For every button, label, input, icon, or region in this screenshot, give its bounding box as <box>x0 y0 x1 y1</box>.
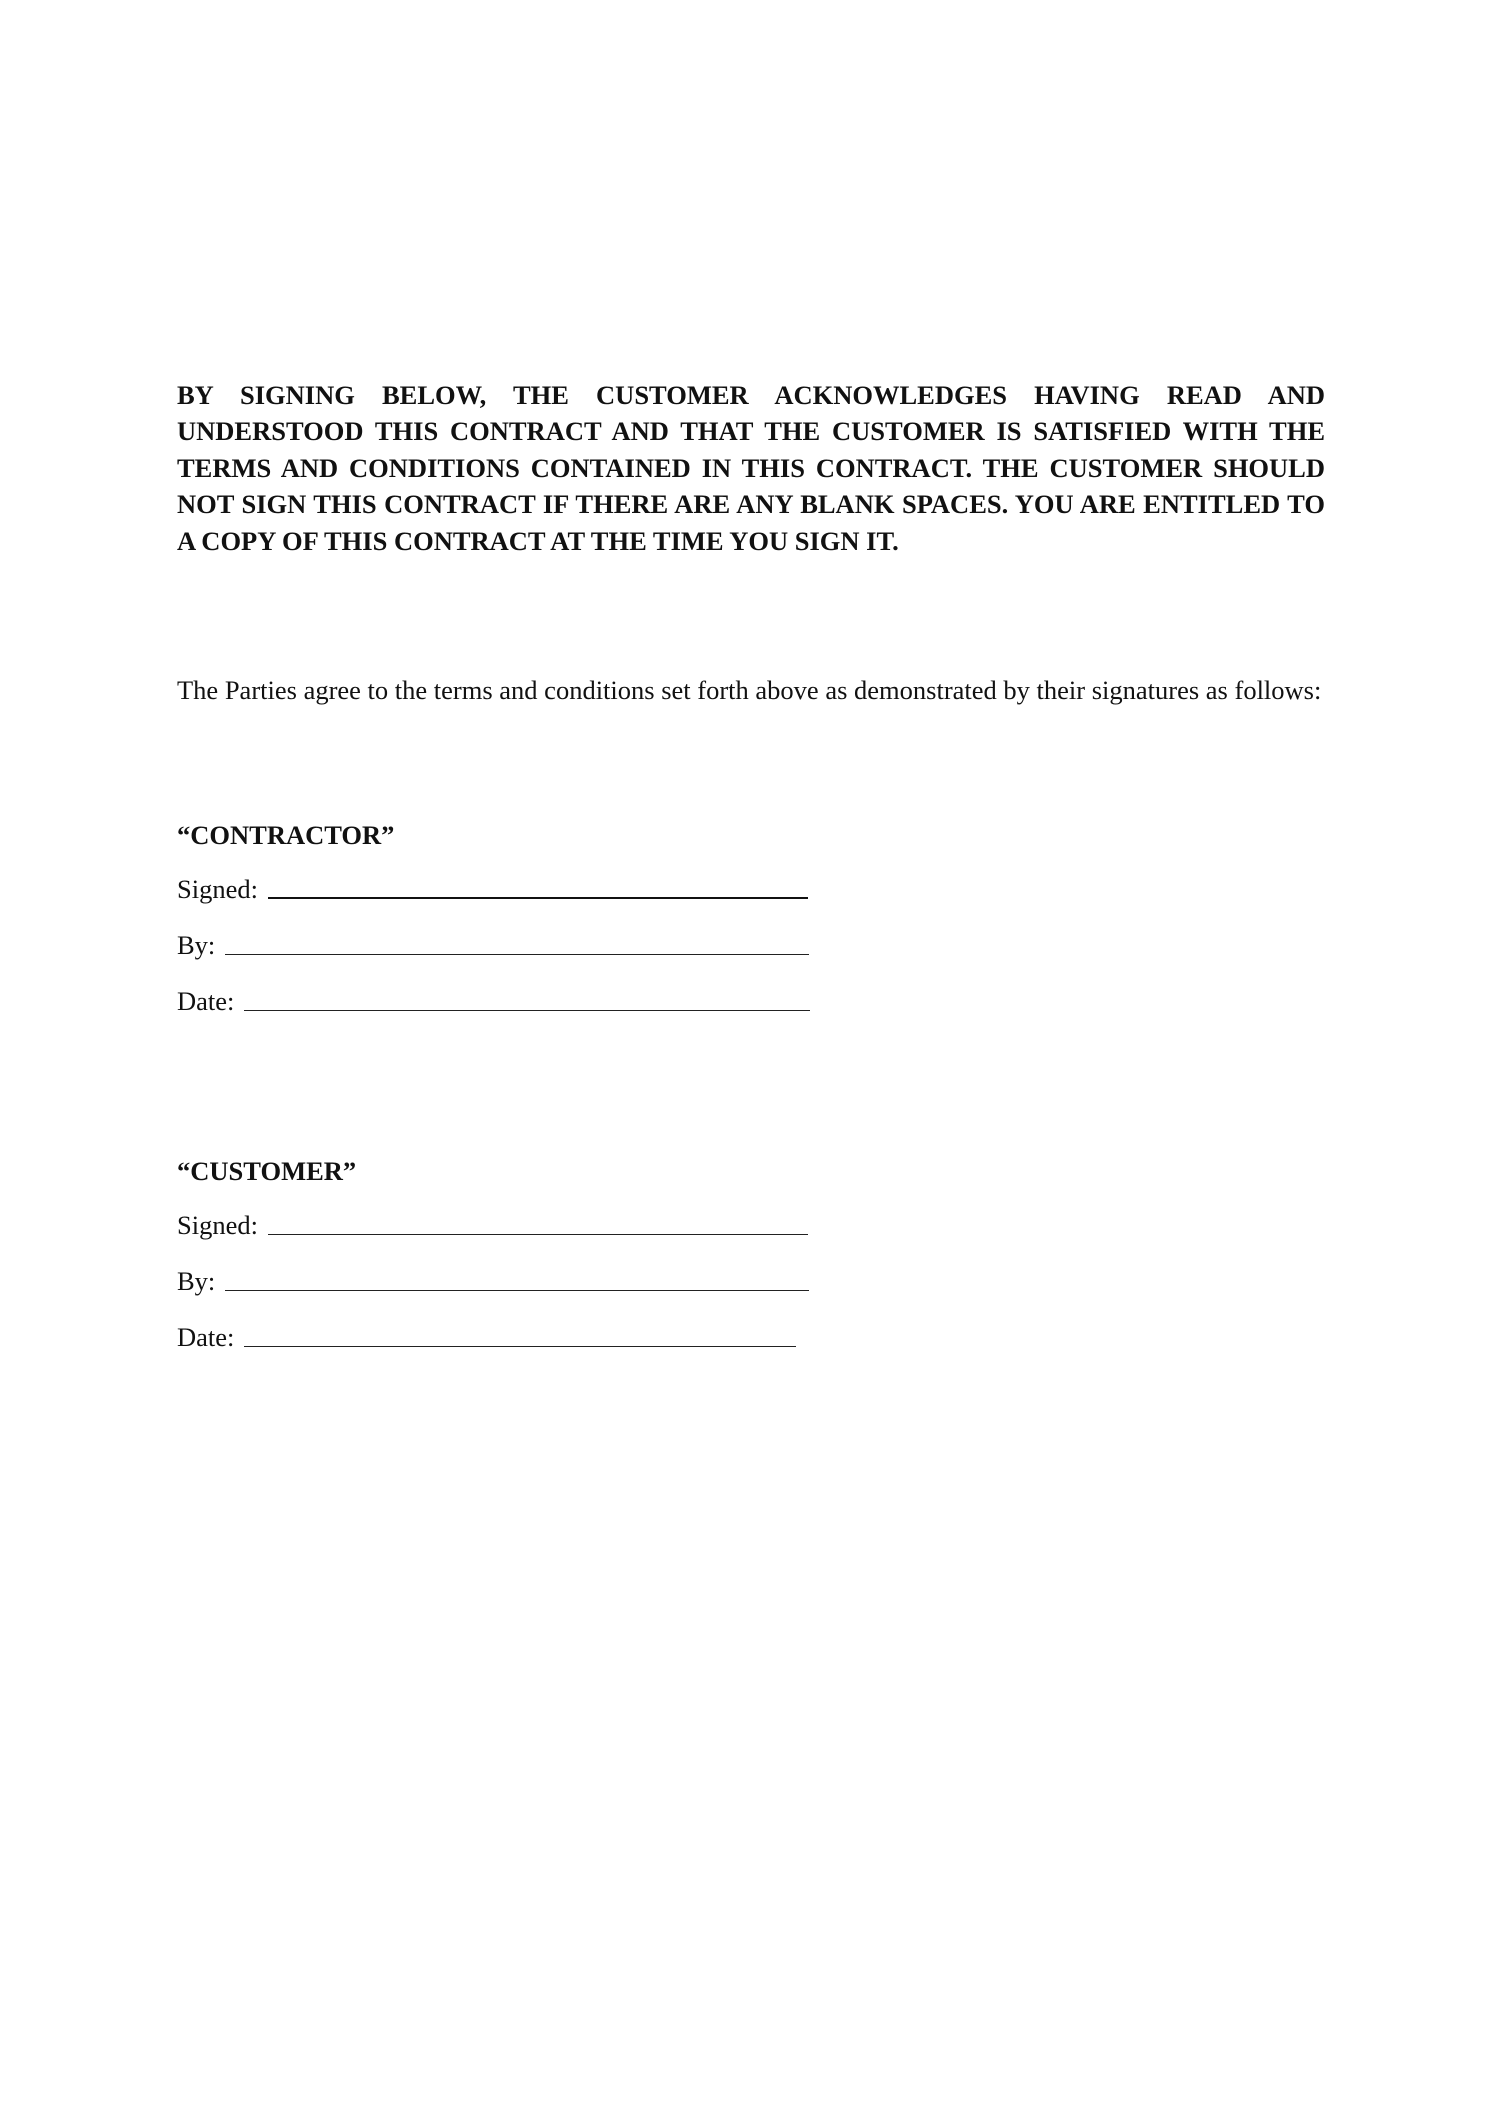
agreement-paragraph: The Parties agree to the terms and conditions set forth above as demonstrated by their signatures as follows: <box>177 675 1322 705</box>
contractor-by-label: By: <box>177 930 216 960</box>
customer-signed-blank[interactable] <box>268 1234 808 1235</box>
contractor-signed-label: Signed: <box>177 874 258 904</box>
acknowledgment-paragraph: BY SIGNING BELOW, THE CUSTOMER ACKNOWLEDGES HAVING READ AND UNDERSTOOD THIS CONTRACT AND THAT THE CUSTOMER IS SATISFIED WITH THE TERMS AND CONDITIONS CONTAINED IN THIS CONTRACT. THE CUSTOMER SHOULD NOT SIGN THIS CONTRACT IF THERE ARE ANY BLANK SPACES. YOU ARE ENTITLED TO A COPY OF THIS CONTRACT AT THE TIME YOU SIGN IT. <box>177 380 1325 556</box>
customer-date-row <box>177 1319 796 1353</box>
contractor-date-row <box>177 983 810 1017</box>
customer-date-blank[interactable] <box>244 1346 796 1347</box>
contractor-date-blank[interactable] <box>244 1010 810 1011</box>
contractor-date-label: Date: <box>177 986 235 1016</box>
customer-signed-row <box>177 1207 808 1241</box>
contractor-by-blank[interactable] <box>225 954 809 955</box>
contractor-signed-row <box>177 871 808 905</box>
customer-signed-label: Signed: <box>177 1210 258 1240</box>
customer-by-row <box>177 1263 809 1297</box>
contractor-heading: “CONTRACTOR” <box>177 820 395 850</box>
customer-date-label: Date: <box>177 1322 235 1352</box>
customer-heading: “CUSTOMER” <box>177 1156 357 1186</box>
contractor-signed-blank[interactable] <box>268 897 808 899</box>
contractor-by-row <box>177 927 809 961</box>
customer-by-blank[interactable] <box>225 1290 809 1291</box>
customer-by-label: By: <box>177 1266 216 1296</box>
